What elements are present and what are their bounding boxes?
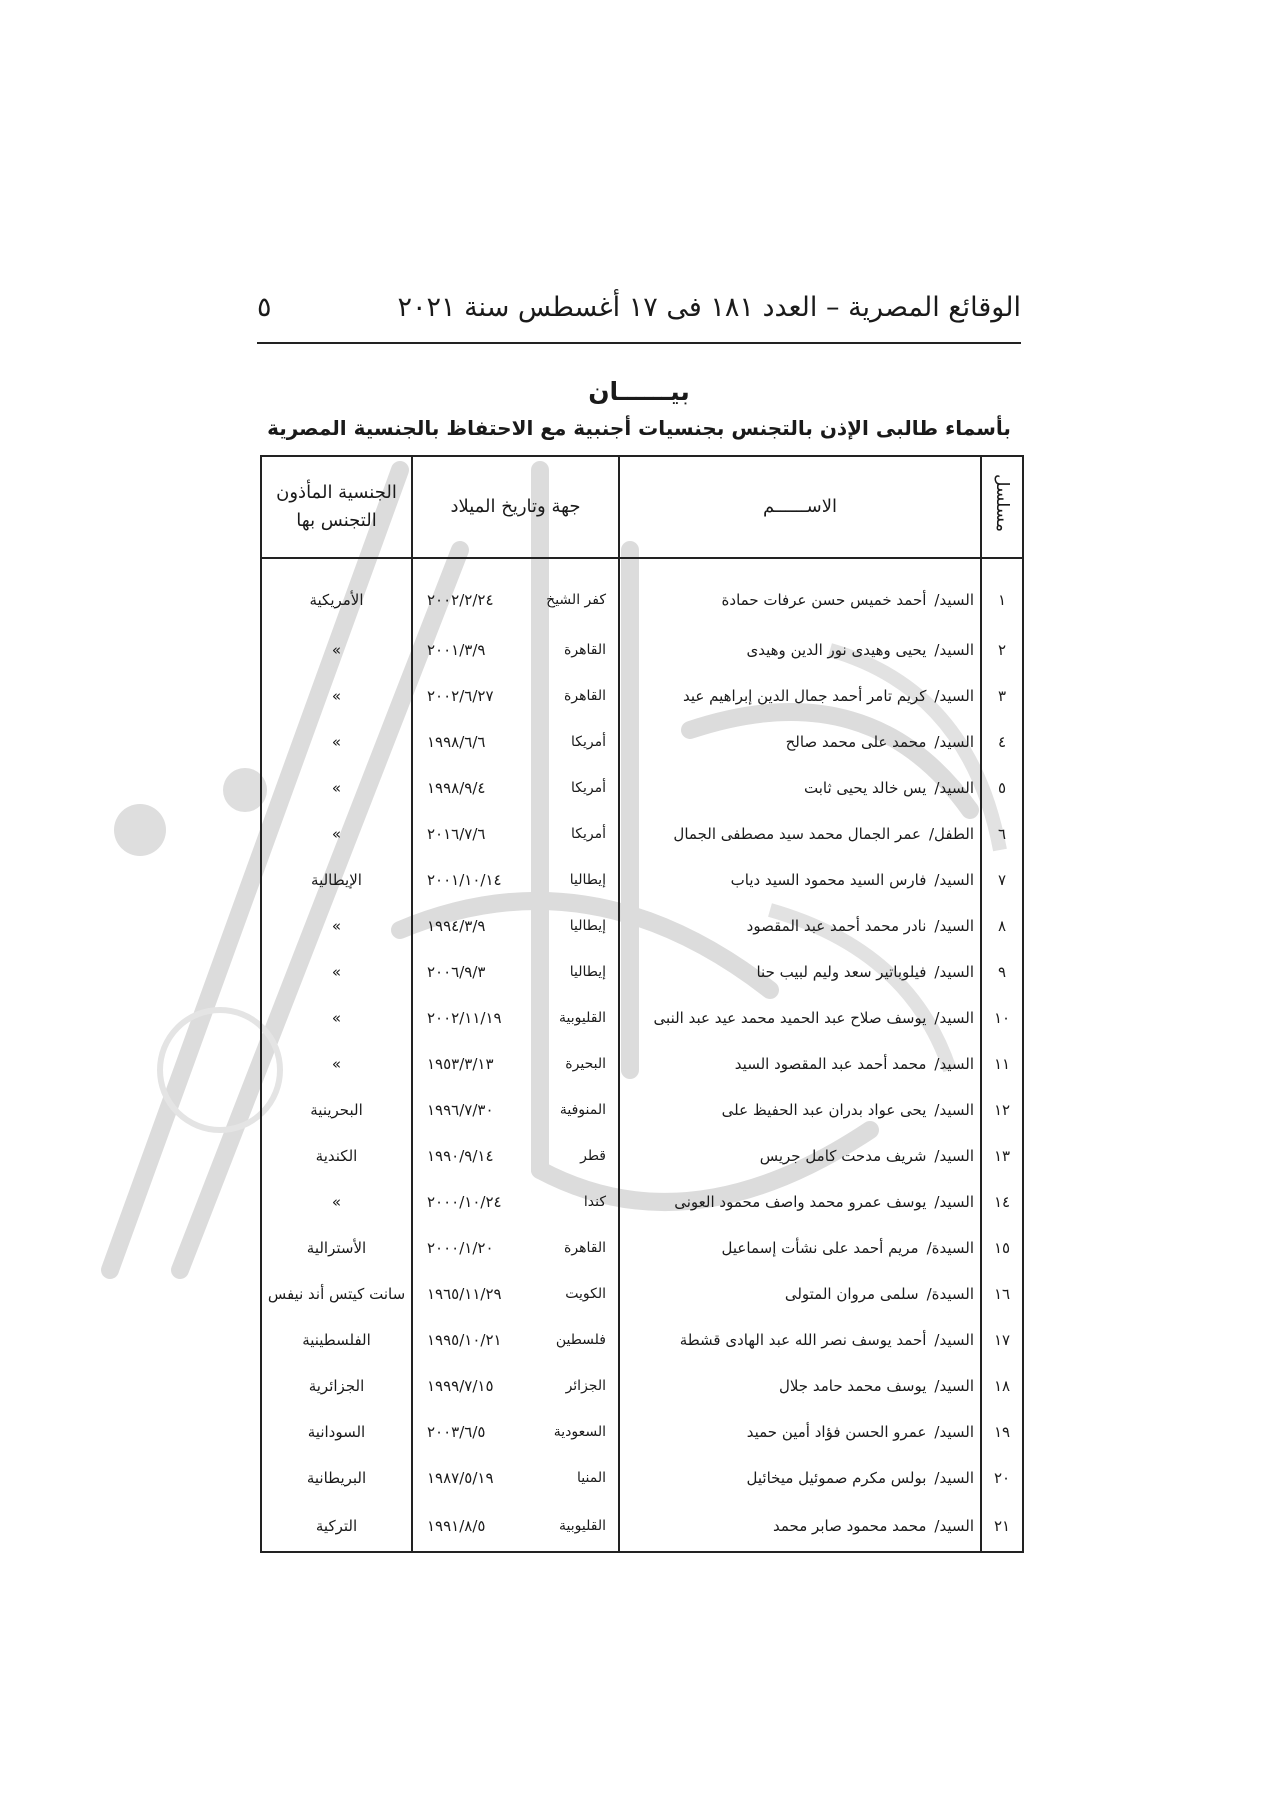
table-row — [261, 627, 1023, 673]
table-row — [261, 1455, 1023, 1501]
row-birth-place: البحيرة — [565, 1056, 606, 1072]
row-birth-date: ١٩٩٤/٣/٩ — [427, 917, 486, 935]
row-serial: ١٩ — [981, 1409, 1023, 1455]
row-serial: ٤ — [981, 719, 1023, 765]
row-birth-date: ٢٠٠٢/٦/٢٧ — [427, 687, 494, 705]
row-honorific: السيد/ — [934, 1101, 974, 1119]
row-name-cell — [619, 949, 981, 995]
row-serial: ٧ — [981, 857, 1023, 903]
row-nationality: » — [261, 627, 412, 673]
row-birth-date: ١٩٩٨/٩/٤ — [427, 779, 486, 797]
row-honorific: السيد/ — [934, 1147, 974, 1165]
row-name-cell — [619, 719, 981, 765]
row-nationality: » — [261, 811, 412, 857]
row-honorific: السيد/ — [934, 1193, 974, 1211]
applicants-table — [260, 455, 1024, 1553]
row-name: يحيى وهيدى نور الدين وهيدى — [746, 641, 927, 659]
row-serial: ٦ — [981, 811, 1023, 857]
row-birth-date: ٢٠٠٢/١١/١٩ — [427, 1009, 502, 1027]
row-birth-place: المنيا — [577, 1470, 606, 1486]
row-birth-cell — [412, 1455, 619, 1501]
table-row — [261, 1271, 1023, 1317]
row-honorific: السيد/ — [934, 1009, 974, 1027]
row-honorific: السيد/ — [934, 1423, 974, 1441]
row-nationality: الأسترالية — [261, 1225, 412, 1271]
row-birth-date: ٢٠٠٠/١٠/٢٤ — [427, 1193, 502, 1211]
row-nationality: سانت كيتس أند نيفس — [261, 1271, 412, 1317]
row-name: عمر الجمال محمد سيد مصطفى الجمال — [673, 825, 921, 843]
row-birth-cell — [412, 1225, 619, 1271]
row-name-cell — [619, 1409, 981, 1455]
row-honorific: السيد/ — [934, 1469, 974, 1487]
row-birth-cell — [412, 1271, 619, 1317]
row-serial: ١٧ — [981, 1317, 1023, 1363]
row-birth-date: ١٩٩٩/٧/١٥ — [427, 1377, 494, 1395]
row-serial: ٢١ — [981, 1501, 1023, 1552]
row-serial: ١٥ — [981, 1225, 1023, 1271]
row-nationality: البحرينية — [261, 1087, 412, 1133]
row-honorific: السيد/ — [934, 917, 974, 935]
row-birth-place: السعودية — [553, 1424, 606, 1440]
row-serial: ٩ — [981, 949, 1023, 995]
row-birth-place: الجزائر — [565, 1378, 606, 1394]
document-title: بيــــــان — [588, 377, 690, 406]
row-birth-place: القليوبية — [559, 1518, 606, 1534]
page-header — [257, 288, 1021, 336]
page-number: ٥ — [257, 292, 272, 323]
row-honorific: السيدة/ — [926, 1239, 974, 1257]
row-honorific: السيد/ — [934, 641, 974, 659]
row-serial: ١٣ — [981, 1133, 1023, 1179]
row-name-cell — [619, 1179, 981, 1225]
row-name-cell — [619, 1041, 981, 1087]
table-row — [261, 719, 1023, 765]
row-birth-place: أمريكا — [570, 780, 606, 796]
row-birth-place: القليوبية — [559, 1010, 606, 1026]
table-row — [261, 857, 1023, 903]
header-nationality-line2: التجنس بها — [296, 510, 377, 531]
row-serial: ٢٠ — [981, 1455, 1023, 1501]
row-birth-cell — [412, 995, 619, 1041]
table-row — [261, 1501, 1023, 1552]
row-birth-cell — [412, 627, 619, 673]
row-honorific: السيد/ — [934, 1055, 974, 1073]
row-honorific: السيد/ — [934, 871, 974, 889]
row-birth-date: ٢٠٠٦/٩/٣ — [427, 963, 486, 981]
row-name-cell — [619, 627, 981, 673]
row-birth-place: فلسطين — [555, 1332, 606, 1348]
row-birth-date: ١٩٥٣/٣/١٣ — [427, 1055, 494, 1073]
row-honorific: السيد/ — [934, 1517, 974, 1535]
row-nationality: » — [261, 949, 412, 995]
row-name-cell — [619, 1501, 981, 1552]
row-nationality: الأمريكية — [261, 558, 412, 627]
row-serial: ١ — [981, 558, 1023, 627]
row-birth-cell — [412, 949, 619, 995]
row-nationality: » — [261, 673, 412, 719]
row-name: فارس السيد محمود السيد دياب — [730, 871, 927, 889]
table-row — [261, 1409, 1023, 1455]
header-name: الاســــــم — [619, 456, 981, 558]
row-birth-date: ١٩٩٠/٩/١٤ — [427, 1147, 494, 1165]
row-serial: ٢ — [981, 627, 1023, 673]
row-serial: ٥ — [981, 765, 1023, 811]
row-nationality: » — [261, 995, 412, 1041]
row-nationality: » — [261, 1041, 412, 1087]
row-name-cell — [619, 1133, 981, 1179]
table-header-row — [261, 456, 1023, 558]
row-serial: ١٢ — [981, 1087, 1023, 1133]
row-birth-date: ١٩٩٥/١٠/٢١ — [427, 1331, 502, 1349]
table-row — [261, 1225, 1023, 1271]
row-honorific: السيد/ — [934, 687, 974, 705]
row-birth-cell — [412, 1501, 619, 1552]
row-name-cell — [619, 1363, 981, 1409]
row-name: محمد محمود صابر محمد — [773, 1517, 927, 1535]
row-name-cell — [619, 1317, 981, 1363]
row-birth-cell — [412, 1317, 619, 1363]
row-birth-cell — [412, 1041, 619, 1087]
row-birth-date: ١٩٩١/٨/٥ — [427, 1517, 486, 1535]
row-nationality: السودانية — [261, 1409, 412, 1455]
row-birth-place: القاهرة — [564, 688, 606, 704]
row-nationality: البريطانية — [261, 1455, 412, 1501]
row-honorific: السيد/ — [934, 733, 974, 751]
row-nationality: الإيطالية — [261, 857, 412, 903]
row-name: يس خالد يحيى ثابت — [803, 779, 927, 797]
row-birth-place: كفر الشيخ — [546, 592, 606, 608]
table-row — [261, 1179, 1023, 1225]
table-row — [261, 765, 1023, 811]
row-serial: ١٨ — [981, 1363, 1023, 1409]
table-row — [261, 903, 1023, 949]
row-birth-cell — [412, 857, 619, 903]
row-name-cell — [619, 1271, 981, 1317]
row-serial: ١٦ — [981, 1271, 1023, 1317]
row-birth-place: إيطاليا — [569, 872, 606, 888]
row-name: مريم أحمد على نشأت إسماعيل — [721, 1239, 919, 1257]
row-honorific: السيدة/ — [926, 1285, 974, 1303]
row-honorific: السيد/ — [934, 591, 974, 609]
header-nationality — [261, 456, 412, 558]
row-birth-date: ٢٠٠٣/٦/٥ — [427, 1423, 486, 1441]
row-name-cell — [619, 558, 981, 627]
row-name: بولس مكرم صموئيل ميخائيل — [746, 1469, 927, 1487]
row-nationality: الجزائرية — [261, 1363, 412, 1409]
table-row — [261, 949, 1023, 995]
row-birth-cell — [412, 1087, 619, 1133]
table-row — [261, 673, 1023, 719]
row-birth-cell — [412, 1363, 619, 1409]
row-birth-place: القاهرة — [564, 642, 606, 658]
row-name-cell — [619, 811, 981, 857]
row-birth-place: قطر — [580, 1148, 606, 1164]
row-serial: ٣ — [981, 673, 1023, 719]
row-birth-place: كندا — [583, 1194, 606, 1210]
row-name-cell — [619, 995, 981, 1041]
row-nationality: » — [261, 903, 412, 949]
header-divider — [257, 342, 1021, 344]
row-nationality: » — [261, 1179, 412, 1225]
row-nationality: » — [261, 765, 412, 811]
row-name-cell — [619, 765, 981, 811]
table-row — [261, 811, 1023, 857]
row-name-cell — [619, 1455, 981, 1501]
row-name: يوسف عمرو محمد واصف محمود العونى — [674, 1193, 927, 1211]
row-birth-place: القاهرة — [564, 1240, 606, 1256]
document-subtitle: بأسماء طالبى الإذن بالتجنس بجنسيات أجنبية مع الاحتفاظ بالجنسية المصرية — [267, 416, 1011, 440]
row-honorific: الطفل/ — [928, 825, 974, 843]
row-birth-date: ١٩٨٧/٥/١٩ — [427, 1469, 494, 1487]
row-serial: ٨ — [981, 903, 1023, 949]
row-nationality: الكندية — [261, 1133, 412, 1179]
row-birth-cell — [412, 765, 619, 811]
row-honorific: السيد/ — [934, 779, 974, 797]
row-birth-cell — [412, 1179, 619, 1225]
row-name: محمد على محمد صالح — [785, 733, 927, 751]
row-nationality: الفلسطينية — [261, 1317, 412, 1363]
row-name: أحمد خميس حسن عرفات حمادة — [721, 591, 927, 609]
row-name: فيلوباتير سعد وليم لبيب حنا — [756, 963, 927, 981]
row-nationality: التركية — [261, 1501, 412, 1552]
row-birth-date: ١٩٩٦/٧/٣٠ — [427, 1101, 494, 1119]
table-row — [261, 995, 1023, 1041]
row-birth-place: أمريكا — [570, 826, 606, 842]
table-row — [261, 1041, 1023, 1087]
row-birth-date: ٢٠٠٢/٢/٢٤ — [427, 591, 494, 609]
gazette-issue-title: الوقائع المصرية – العدد ١٨١ فى ١٧ أغسطس سنة ٢٠٢١ — [397, 292, 1021, 323]
row-name: شريف مدحت كامل جريس — [759, 1147, 927, 1165]
table-row — [261, 1317, 1023, 1363]
row-name: أحمد يوسف نصر الله عبد الهادى قشطة — [679, 1331, 927, 1349]
row-birth-date: ٢٠٠١/١٠/١٤ — [427, 871, 502, 889]
row-birth-date: ٢٠٠٠/١/٢٠ — [427, 1239, 494, 1257]
row-name: يوسف صلاح عبد الحميد محمد عيد عبد النبى — [653, 1009, 927, 1027]
row-birth-date: ١٩٦٥/١١/٢٩ — [427, 1285, 502, 1303]
row-name-cell — [619, 1225, 981, 1271]
row-honorific: السيد/ — [934, 1331, 974, 1349]
row-name-cell — [619, 903, 981, 949]
row-honorific: السيد/ — [934, 963, 974, 981]
row-birth-date: ٢٠١٦/٧/٦ — [427, 825, 486, 843]
row-serial: ١٠ — [981, 995, 1023, 1041]
row-name: محمد أحمد عبد المقصود السيد — [734, 1055, 927, 1073]
row-serial: ١١ — [981, 1041, 1023, 1087]
row-birth-cell — [412, 1133, 619, 1179]
row-name: يوسف محمد حامد جلال — [778, 1377, 927, 1395]
row-birth-place: إيطاليا — [569, 964, 606, 980]
row-name-cell — [619, 1087, 981, 1133]
header-nationality-line1: الجنسية المأذون — [276, 482, 397, 503]
row-name: يحى عواد بدران عبد الحفيظ على — [721, 1101, 927, 1119]
row-name: عمرو الحسن فؤاد أمين حميد — [746, 1423, 927, 1441]
row-birth-cell — [412, 903, 619, 949]
row-birth-cell — [412, 719, 619, 765]
row-birth-date: ١٩٩٨/٦/٦ — [427, 733, 486, 751]
row-name-cell — [619, 857, 981, 903]
row-birth-place: أمريكا — [570, 734, 606, 750]
header-serial: مسلسل — [981, 456, 1023, 558]
row-birth-cell — [412, 673, 619, 719]
row-birth-cell — [412, 558, 619, 627]
row-serial: ١٤ — [981, 1179, 1023, 1225]
table-row — [261, 1087, 1023, 1133]
table-row — [261, 1133, 1023, 1179]
row-name: كريم تامر أحمد جمال الدين إبراهيم عيد — [683, 687, 927, 705]
row-name: سلمى مروان المتولى — [784, 1285, 919, 1303]
row-birth-cell — [412, 811, 619, 857]
row-birth-place: الكويت — [565, 1286, 606, 1302]
row-honorific: السيد/ — [934, 1377, 974, 1395]
header-birth: جهة وتاريخ الميلاد — [412, 456, 619, 558]
row-birth-date: ٢٠٠١/٣/٩ — [427, 641, 486, 659]
row-birth-place: إيطاليا — [569, 918, 606, 934]
row-name-cell — [619, 673, 981, 719]
row-birth-place: المنوفية — [559, 1102, 606, 1118]
table-row — [261, 558, 1023, 627]
row-nationality: » — [261, 719, 412, 765]
table-row — [261, 1363, 1023, 1409]
row-birth-cell — [412, 1409, 619, 1455]
row-name: نادر محمد أحمد عبد المقصود — [746, 917, 927, 935]
